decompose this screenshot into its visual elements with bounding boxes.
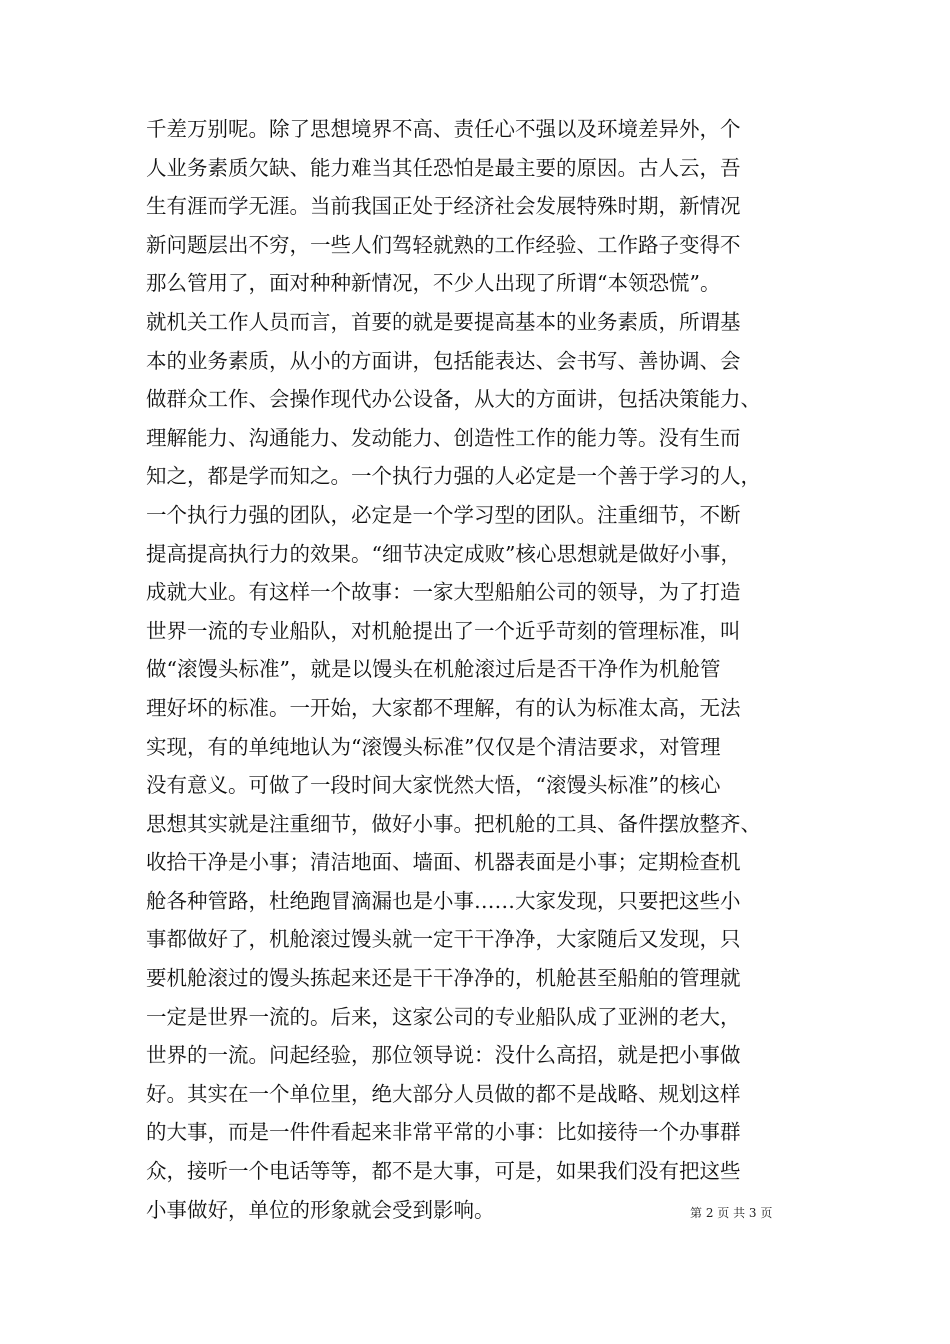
page-number-footer: 第 2 页 共 3 页 [690,1206,773,1220]
text-line: 知之，都是学而知之。一个执行力强的人必定是一个善于学习的人， [146,464,761,489]
text-line: 要机舱滚过的馒头拣起来还是干干净净的，机舱甚至船舶的管理就 [146,966,741,991]
text-line: 世界的一流。问起经验，那位领导说：没什么高招，就是把小事做 [146,1043,741,1068]
text-line: 做群众工作、会操作现代办公设备，从大的方面讲，包括决策能力、 [146,387,761,412]
text-line: 好。其实在一个单位里，绝大部分人员做的都不是战略、规划这样 [146,1081,741,1106]
text-line: 理好坏的标准。一开始，大家都不理解，有的认为标准太高，无法 [146,695,741,720]
text-line: 收拾干净是小事；清洁地面、墙面、机器表面是小事；定期检查机 [146,850,741,875]
text-line: 本的业务素质，从小的方面讲，包括能表达、会书写、善协调、会 [146,348,741,373]
text-line: 实现，有的单纯地认为“滚馒头标准”仅仅是个清洁要求，对管理 [146,734,721,759]
text-line: 成就大业。有这样一个故事：一家大型船舶公司的领导，为了打造 [146,580,741,605]
text-line: 理解能力、沟通能力、发动能力、创造性工作的能力等。没有生而 [146,425,741,450]
text-line: 小事做好，单位的形象就会受到影响。 [146,1197,495,1222]
text-line: 做“滚馒头标准”，就是以馒头在机舱滚过后是否干净作为机舱管 [146,657,721,682]
text-line: 众，接听一个电话等等，都不是大事，可是，如果我们没有把这些 [146,1159,741,1184]
text-line: 一个执行力强的团队，必定是一个学习型的团队。注重细节，不断 [146,502,741,527]
text-line: 生有涯而学无涯。当前我国正处于经济社会发展特殊时期，新情况 [146,194,741,219]
text-line: 舱各种管路，杜绝跑冒滴漏也是小事……大家发现，只要把这些小 [146,888,741,913]
text-line: 新问题层出不穷，一些人们驾轻就熟的工作经验、工作路子变得不 [146,232,741,257]
text-line: 人业务素质欠缺、能力难当其任恐怕是最主要的原因。古人云，吾 [146,155,741,180]
text-line: 的大事，而是一件件看起来非常平常的小事：比如接待一个办事群 [146,1120,741,1145]
text-line: 思想其实就是注重细节，做好小事。把机舱的工具、备件摆放整齐、 [146,811,761,836]
text-line: 千差万别呢。除了思想境界不高、责任心不强以及环境差异外，个 [146,117,741,141]
text-line: 事都做好了，机舱滚过馒头就一定干干净净，大家随后又发现，只 [146,927,741,952]
text-line: 没有意义。可做了一段时间大家恍然大悟，“滚馒头标准”的核心 [146,773,721,798]
text-line: 提高提高执行力的效果。“细节决定成败”核心思想就是做好小事， [146,541,741,566]
text-line: 一定是世界一流的。后来，这家公司的专业船队成了亚洲的老大， [146,1004,741,1029]
text-line: 世界一流的专业船队，对机舱提出了一个近乎苛刻的管理标准，叫 [146,618,741,643]
body-text [146,110,826,1229]
text-line: 就机关工作人员而言，首要的就是要提高基本的业务素质，所谓基 [146,309,741,334]
text-line: 那么管用了，面对种种新情况，不少人出现了所谓“本领恐慌”。 [146,271,721,296]
